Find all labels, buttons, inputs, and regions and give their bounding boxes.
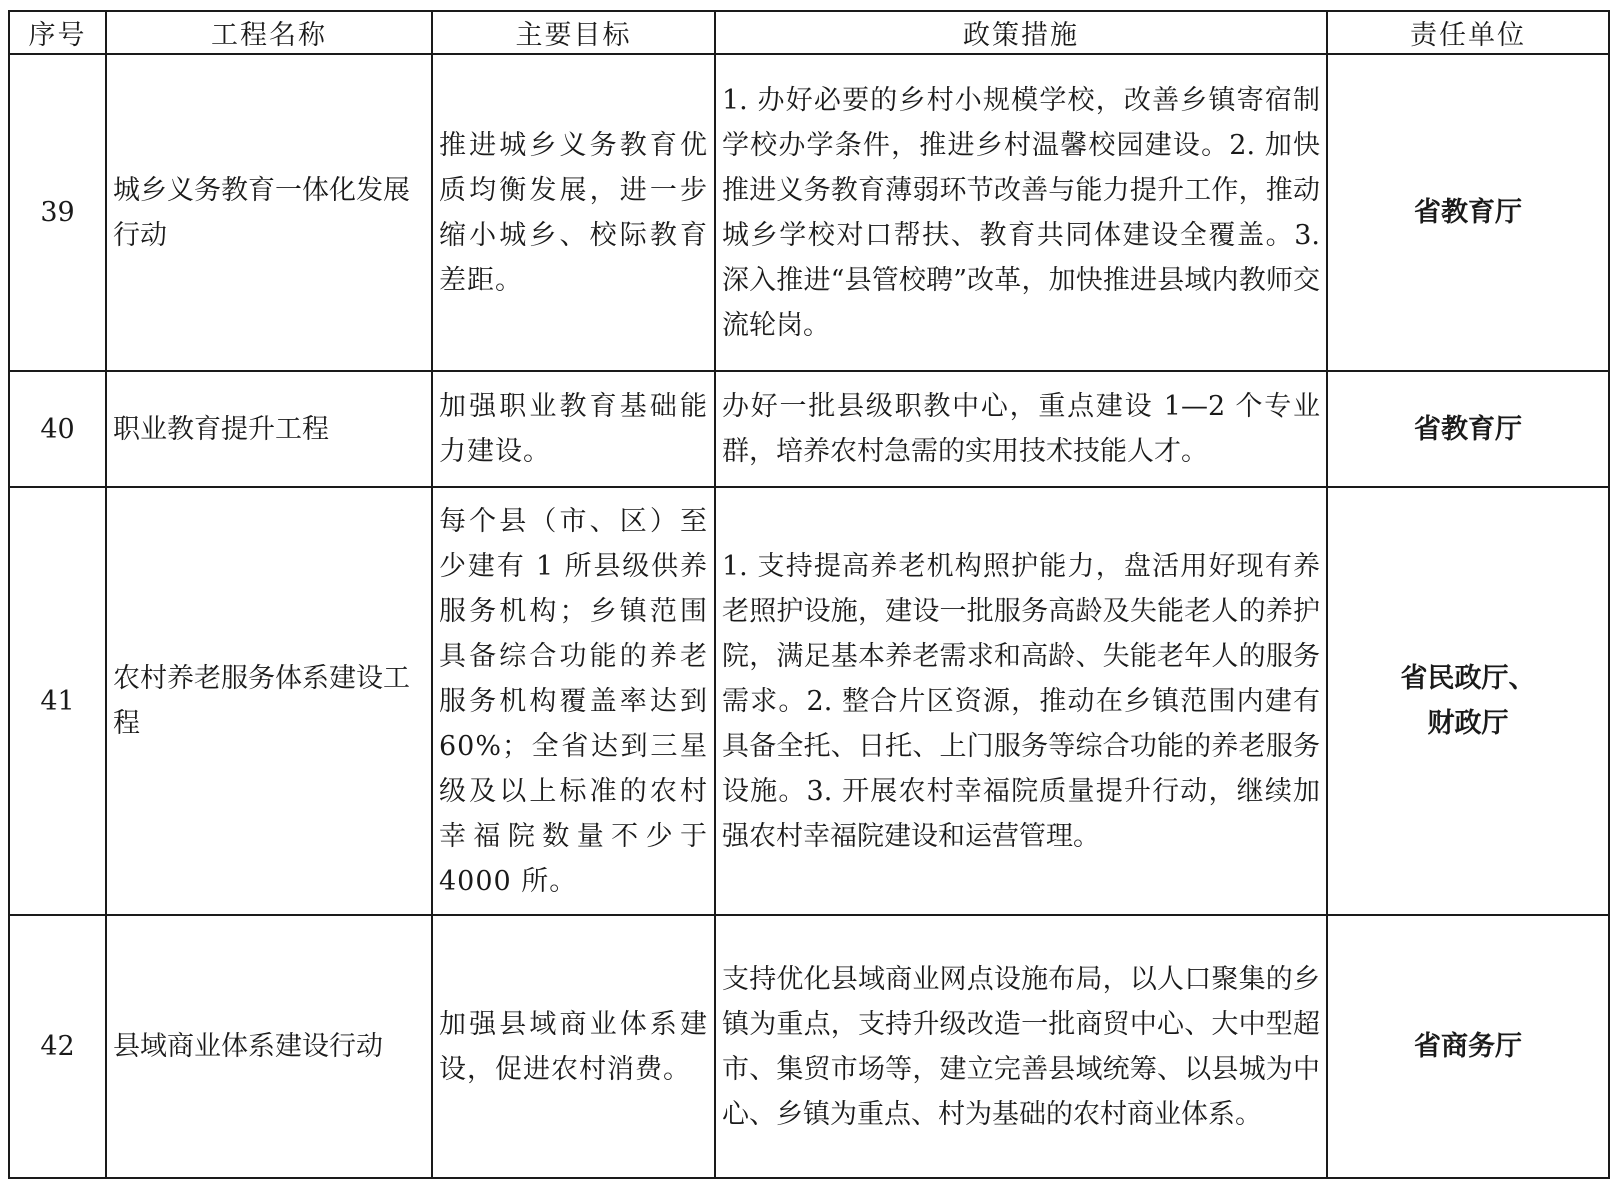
- main-goal: [432, 371, 715, 487]
- responsible-unit-text: 省商务厅: [1414, 1031, 1522, 1062]
- project-name-text: 农村养老服务体系建设工程: [113, 663, 410, 739]
- responsible-unit-text: 省教育厅: [1414, 197, 1522, 228]
- header-no: 序号: [9, 11, 106, 54]
- project-table: [8, 10, 1610, 1179]
- main-goal: [432, 915, 715, 1178]
- row-number: 42: [9, 915, 106, 1178]
- policy-measures: [715, 371, 1327, 487]
- responsible-unit: [1327, 487, 1609, 915]
- responsible-unit: [1327, 54, 1609, 371]
- policy-measures: [715, 487, 1327, 915]
- row-number: 41: [9, 487, 106, 915]
- table-row: [9, 371, 1609, 487]
- project-name: [106, 487, 432, 915]
- main-goal-text: 推进城乡义务教育优质均衡发展，进一步缩小城乡、校际教育差距。: [439, 129, 708, 296]
- header-goal: 主要目标: [432, 11, 715, 54]
- project-name-text: 城乡义务教育一体化发展行动: [113, 174, 410, 251]
- policy-measures: [715, 54, 1327, 371]
- responsible-unit-text: 省教育厅: [1414, 413, 1522, 445]
- project-name: [106, 54, 432, 371]
- header-policy: 政策措施: [715, 11, 1327, 54]
- policy-measures-text: 支持优化县域商业网点设施布局，以人口聚集的乡镇为重点，支持升级改造一批商贸中心、大中型超市、集贸市场等，建立完善县域统筹、以县城为中心、乡镇为重点、村为基础的农村商业体系。: [722, 963, 1320, 1130]
- header-dept: 责任单位: [1327, 11, 1609, 54]
- responsible-unit: [1327, 915, 1609, 1178]
- main-goal: [432, 54, 715, 371]
- responsible-unit: [1327, 371, 1609, 487]
- policy-measures-text: 办好一批县级职教中心，重点建设 1—2 个专业群，培养农村急需的实用技术技能人才。: [722, 391, 1320, 467]
- main-goal-text: 每个县（市、区）至少建有 1 所县级供养服务机构；乡镇范围具备综合功能的养老服务机构覆盖率达到 60%；全省达到三星级及以上标准的农村幸福院数量不少于 4000 所。: [439, 505, 708, 897]
- table-row: [9, 54, 1609, 371]
- project-name: [106, 915, 432, 1178]
- project-name-text: 职业教育提升工程: [113, 413, 329, 445]
- policy-measures: [715, 915, 1327, 1178]
- table-row: [9, 915, 1609, 1178]
- main-goal-text: 加强职业教育基础能力建设。: [439, 391, 708, 467]
- row-number: 40: [9, 371, 106, 487]
- policy-measures-text: 1. 办好必要的乡村小规模学校，改善乡镇寄宿制学校办学条件，推进乡村温馨校园建设。2. 加快推进义务教育薄弱环节改善与能力提升工作，推动城乡学校对口帮扶、教育共同体建设全覆盖。3. 深入推进“县管校聘”改革，加快推进县域内教师交流轮岗。: [722, 84, 1320, 341]
- row-number: 39: [9, 54, 106, 371]
- project-name-text: 县域商业体系建设行动: [113, 1031, 383, 1062]
- main-goal: [432, 487, 715, 915]
- responsible-unit-text: 省民政厅、 财政厅: [1400, 663, 1536, 739]
- table-row: [9, 487, 1609, 915]
- table-header-row: [9, 11, 1609, 54]
- policy-measures-text: 1. 支持提高养老机构照护能力，盘活用好现有养老照护设施，建设一批服务高龄及失能老人的养护院，满足基本养老需求和高龄、失能老年人的服务需求。2. 整合片区资源，推动在乡镇范围内建有具备全托、日托、上门服务等综合功能的养老服务设施。3. 开展农村幸福院质量提升行动，继续加强农村幸福院建设和运营管理。: [722, 550, 1320, 852]
- main-goal-text: 加强县域商业体系建设，促进农村消费。: [439, 1008, 708, 1085]
- project-name: [106, 371, 432, 487]
- header-name: 工程名称: [106, 11, 432, 54]
